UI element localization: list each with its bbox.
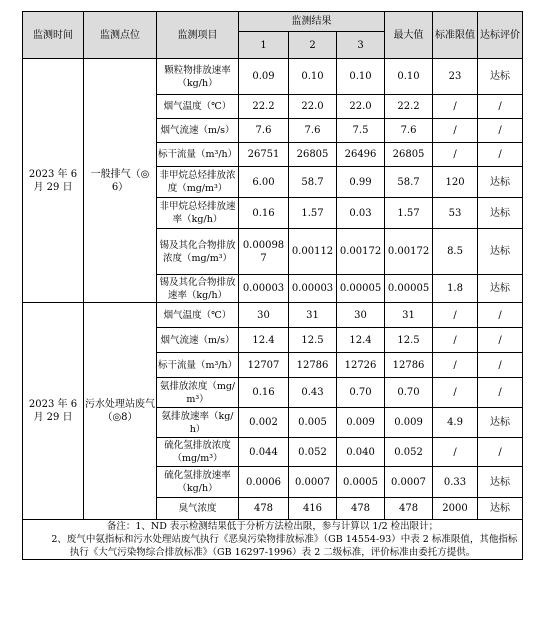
limit-cell: /	[433, 438, 478, 467]
evaluation-cell: /	[478, 328, 523, 353]
notes-cell	[23, 520, 523, 560]
limit-cell: 23	[433, 59, 478, 95]
monitoring-point-cell: 污水处理站废气（◎8）	[84, 303, 157, 520]
limit-cell: 0.33	[433, 467, 478, 498]
evaluation-cell: /	[478, 353, 523, 378]
item-cell: 臭气浓度	[157, 498, 239, 520]
item-cell: 硫化氢排放浓度（mg/m³）	[157, 438, 239, 467]
evaluation-cell: 达标	[478, 275, 523, 303]
header-run-3: 3	[337, 32, 385, 59]
max-value-cell: 22.2	[385, 95, 433, 119]
evaluation-cell: 达标	[478, 229, 523, 275]
result-3-cell: 0.009	[337, 408, 385, 438]
result-3-cell: 12726	[337, 353, 385, 378]
max-value-cell: 0.052	[385, 438, 433, 467]
limit-cell: /	[433, 95, 478, 119]
result-3-cell: 0.00172	[337, 229, 385, 275]
result-2-cell: 7.6	[289, 119, 337, 143]
max-value-cell: 0.10	[385, 59, 433, 95]
limit-cell: /	[433, 119, 478, 143]
result-1-cell: 12707	[239, 353, 289, 378]
max-value-cell: 0.0007	[385, 467, 433, 498]
result-2-cell: 12786	[289, 353, 337, 378]
item-cell: 标干流量（m³/h）	[157, 353, 239, 378]
limit-cell: /	[433, 378, 478, 408]
result-2-cell: 0.005	[289, 408, 337, 438]
limit-cell: 1.8	[433, 275, 478, 303]
evaluation-cell: 达标	[478, 167, 523, 198]
header-row-1	[23, 12, 523, 32]
result-3-cell: 26496	[337, 143, 385, 167]
result-3-cell: 0.00005	[337, 275, 385, 303]
table-body	[23, 12, 523, 560]
header-limit: 标准限值	[433, 12, 478, 59]
result-3-cell: 0.0005	[337, 467, 385, 498]
evaluation-cell: 达标	[478, 59, 523, 95]
result-1-cell: 6.00	[239, 167, 289, 198]
result-3-cell: 22.0	[337, 95, 385, 119]
item-cell: 锡及其化合物排放浓度（mg/m³）	[157, 229, 239, 275]
result-2-cell: 416	[289, 498, 337, 520]
result-1-cell: 0.00003	[239, 275, 289, 303]
evaluation-cell: 达标	[478, 408, 523, 438]
result-1-cell: 26751	[239, 143, 289, 167]
item-cell: 非甲烷总烃排放浓度（mg/m³）	[157, 167, 239, 198]
result-1-cell: 0.002	[239, 408, 289, 438]
evaluation-cell: 达标	[478, 498, 523, 520]
result-3-cell: 0.040	[337, 438, 385, 467]
result-1-cell: 0.16	[239, 378, 289, 408]
result-2-cell: 0.0007	[289, 467, 337, 498]
item-cell: 烟气流速（m/s）	[157, 119, 239, 143]
result-1-cell: 478	[239, 498, 289, 520]
result-2-cell: 12.5	[289, 328, 337, 353]
item-cell: 锡及其化合物排放速率（kg/h）	[157, 275, 239, 303]
result-3-cell: 30	[337, 303, 385, 328]
max-value-cell: 0.009	[385, 408, 433, 438]
limit-cell: 53	[433, 198, 478, 229]
limit-cell: 4.9	[433, 408, 478, 438]
result-2-cell: 58.7	[289, 167, 337, 198]
result-2-cell: 22.0	[289, 95, 337, 119]
max-value-cell: 0.00172	[385, 229, 433, 275]
item-cell: 硫化氢排放速率（kg/h）	[157, 467, 239, 498]
item-cell: 颗粒物排放速率（kg/h）	[157, 59, 239, 95]
notes-row	[23, 520, 523, 560]
header-max: 最大值	[385, 12, 433, 59]
max-value-cell: 7.6	[385, 119, 433, 143]
item-cell: 烟气温度（℃）	[157, 95, 239, 119]
item-cell: 烟气温度（℃）	[157, 303, 239, 328]
evaluation-cell: /	[478, 143, 523, 167]
note-line-2: 2、废气中氨指标和污水处理站废气执行《恶臭污染物排放标准》（GB 14554-93）中表 2 标准限值，其他指标执行《大气污染物综合排放标准》（GB 16297-1996）表 2 二级标准，评价标准由委托方提供。	[51, 534, 518, 558]
result-1-cell: 22.2	[239, 95, 289, 119]
note-line-1: 备注：1、ND 表示检测结果低于分析方法检出限，参与计算以 1/2 检出限计；	[106, 521, 439, 532]
evaluation-cell: /	[478, 303, 523, 328]
result-1-cell: 30	[239, 303, 289, 328]
result-1-cell: 12.4	[239, 328, 289, 353]
result-3-cell: 0.70	[337, 378, 385, 408]
max-value-cell: 0.00005	[385, 275, 433, 303]
result-3-cell: 478	[337, 498, 385, 520]
item-cell: 标干流量（m³/h）	[157, 143, 239, 167]
limit-cell: /	[433, 143, 478, 167]
monitoring-point-cell: 一般排气（◎6）	[84, 59, 157, 303]
limit-cell: /	[433, 303, 478, 328]
result-1-cell: 0.09	[239, 59, 289, 95]
result-3-cell: 12.4	[337, 328, 385, 353]
limit-cell: 120	[433, 167, 478, 198]
result-1-cell: 0.16	[239, 198, 289, 229]
result-3-cell: 0.10	[337, 59, 385, 95]
item-cell: 烟气流速（m/s）	[157, 328, 239, 353]
max-value-cell: 478	[385, 498, 433, 520]
result-3-cell: 0.99	[337, 167, 385, 198]
evaluation-cell: 达标	[478, 198, 523, 229]
result-1-cell: 0.044	[239, 438, 289, 467]
result-2-cell: 1.57	[289, 198, 337, 229]
result-3-cell: 0.03	[337, 198, 385, 229]
max-value-cell: 12786	[385, 353, 433, 378]
result-1-cell: 7.6	[239, 119, 289, 143]
result-2-cell: 0.10	[289, 59, 337, 95]
max-value-cell: 26805	[385, 143, 433, 167]
header-run-1: 1	[239, 32, 289, 59]
result-2-cell: 31	[289, 303, 337, 328]
evaluation-cell: /	[478, 378, 523, 408]
item-cell: 非甲烷总烃排放速率（kg/h）	[157, 198, 239, 229]
evaluation-cell: /	[478, 95, 523, 119]
item-cell: 氨排放速率（kg/h）	[157, 408, 239, 438]
max-value-cell: 31	[385, 303, 433, 328]
result-2-cell: 26805	[289, 143, 337, 167]
monitoring-time-cell: 2023 年 6 月 29 日	[23, 303, 84, 520]
limit-cell: /	[433, 328, 478, 353]
header-time: 监测时间	[23, 12, 84, 59]
header-item: 监测项目	[157, 12, 239, 59]
result-1-cell: 0.000987	[239, 229, 289, 275]
result-1-cell: 0.0006	[239, 467, 289, 498]
evaluation-cell: /	[478, 119, 523, 143]
item-cell: 氨排放浓度（mg/m³）	[157, 378, 239, 408]
header-results: 监测结果	[239, 12, 385, 32]
header-point: 监测点位	[84, 12, 157, 59]
result-2-cell: 0.052	[289, 438, 337, 467]
result-2-cell: 0.43	[289, 378, 337, 408]
header-eval: 达标评价	[478, 12, 523, 59]
limit-cell: 2000	[433, 498, 478, 520]
header-run-2: 2	[289, 32, 337, 59]
result-3-cell: 7.5	[337, 119, 385, 143]
result-2-cell: 0.00003	[289, 275, 337, 303]
monitoring-time-cell: 2023 年 6 月 29 日	[23, 59, 84, 303]
max-value-cell: 58.7	[385, 167, 433, 198]
max-value-cell: 12.5	[385, 328, 433, 353]
evaluation-cell: 达标	[478, 467, 523, 498]
evaluation-cell: /	[478, 438, 523, 467]
monitoring-results-table	[22, 11, 523, 560]
table-row	[23, 303, 523, 328]
max-value-cell: 1.57	[385, 198, 433, 229]
result-2-cell: 0.00112	[289, 229, 337, 275]
table-row	[23, 59, 523, 95]
limit-cell: /	[433, 353, 478, 378]
max-value-cell: 0.70	[385, 378, 433, 408]
limit-cell: 8.5	[433, 229, 478, 275]
